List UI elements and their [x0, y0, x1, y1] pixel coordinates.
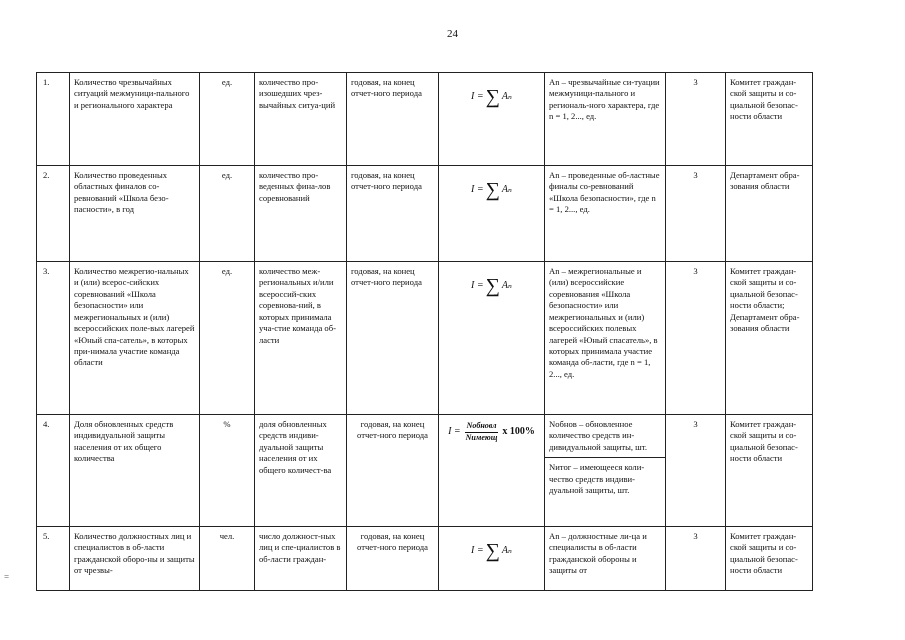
sum-icon: ∑ [485, 540, 500, 562]
responsible-cell: Комитет граждан-ской защиты и со-циальной безопас-ности области [726, 73, 813, 166]
description-cell: Аn – проведенные об-ластные финалы со-ревнований «Школа безопасности», где n = 1, 2..., ед. [545, 166, 666, 262]
row-number: 4. [37, 415, 70, 527]
formula-cell [439, 166, 545, 262]
description-part-2: Nитог – имеющееся коли-чество средств индиви-дуальной защиты, шт. [549, 462, 645, 496]
formula-suffix: x 100% [502, 426, 535, 438]
period-cell: годовая, на конец отчет-ного периода [347, 166, 439, 262]
formula-right: Aₙ [501, 91, 512, 103]
row-number: 1. [37, 73, 70, 166]
sum-icon: ∑ [485, 275, 500, 297]
formula-left: I = [470, 545, 484, 557]
unit-cell: ед. [200, 166, 255, 262]
definition-cell: число должност-ных лиц и спе-циалистов в об-ласти граждан- [255, 527, 347, 591]
table-row [37, 73, 813, 166]
formula-right: Aₙ [501, 280, 512, 292]
code-cell: 3 [666, 73, 726, 166]
unit-cell: ед. [200, 73, 255, 166]
table-row [37, 262, 813, 415]
formula-right: Aₙ [501, 184, 512, 196]
formula [443, 419, 540, 443]
period-cell: годовая, на конец отчет-ного периода [347, 415, 439, 527]
margin-mark: = [4, 572, 10, 582]
code-cell: 3 [666, 527, 726, 591]
formula [443, 266, 540, 296]
formula [443, 531, 540, 561]
responsible-cell: Департамент обра-зования области [726, 166, 813, 262]
indicator-name: Количество проведенных областных финалов со-ревнований «Школа безо-пасности», в год [70, 166, 200, 262]
responsible-cell: Комитет граждан-ской защиты и со-циальной безопас-ности области [726, 415, 813, 527]
unit-cell: чел. [200, 527, 255, 591]
description-cell: Аn – должностные ли-ца и специалисты в об-ласти гражданской обороны и защиты от [545, 527, 666, 591]
row-number: 2. [37, 166, 70, 262]
table-row [37, 166, 813, 262]
page-number: 24 [447, 28, 458, 40]
code-cell: 3 [666, 166, 726, 262]
formula-left: I = [470, 280, 484, 292]
formula-left: I = [470, 91, 484, 103]
formula-cell [439, 262, 545, 415]
responsible-cell: Комитет граждан-ской защиты и со-циальной безопас-ности области; Департамент обра-зования области [726, 262, 813, 415]
code-cell: 3 [666, 262, 726, 415]
formula-right: Aₙ [501, 545, 512, 557]
sum-icon: ∑ [485, 179, 500, 201]
formula-fraction [464, 421, 500, 443]
formula-cell [439, 527, 545, 591]
indicator-name: Количество должностных лиц и специалистов в об-ласти гражданской оборо-ны и защиты от чрезвы- [70, 527, 200, 591]
formula-denominator: Nимеющ [465, 432, 498, 442]
formula-left: I = [448, 426, 461, 438]
table-row [37, 415, 813, 527]
definition-cell: количество меж-региональных и/или всероссий-ских соревнова-ний, в которых принимала уча-стие команда об-ласти [255, 262, 347, 415]
formula-numerator: Nобновл [465, 421, 499, 433]
formula [443, 170, 540, 200]
description-cell: Аn – межрегиональные и (или) всероссийские соревнования «Школа безопасности» или межрегиональных и (или) всероссийских полевых лагерей «Юный спасатель», в которых принимала участие команда об-ласти, где n = 1, 2..., ед. [545, 262, 666, 415]
definition-cell: доля обновленных средств индиви-дуальной защиты населения от их общего количест-ва [255, 415, 347, 527]
indicators-table [36, 72, 813, 591]
row-number: 5. [37, 527, 70, 591]
table-row [37, 527, 813, 591]
indicator-name: Доля обновленных средств индивидуальной защиты населения от их общего количества [70, 415, 200, 527]
row-number: 3. [37, 262, 70, 415]
formula-cell [439, 415, 545, 527]
period-cell: годовая, на конец отчет-ного периода [347, 262, 439, 415]
unit-cell: ед. [200, 262, 255, 415]
formula-cell [439, 73, 545, 166]
description-part-1: Nобнов – обновленное количество средств ин-дивидуальной защиты, шт. [545, 419, 665, 458]
description-cell: Аn – чрезвычайные си-туации межмуници-пального и региональ-ного характера, где n = 1, 2..., ед. [545, 73, 666, 166]
period-cell: годовая, на конец отчет-ного периода [347, 527, 439, 591]
indicator-name: Количество межрегио-нальных и (или) всерос-сийских соревнований «Школа безопасности» или межрегиональных и (или) всероссийских поле-вых лагерей «Юный спа-сатель», в которых при-нимала участие команда области [70, 262, 200, 415]
definition-cell: количество про-изошедших чрез-вычайных ситуа-ций [255, 73, 347, 166]
code-cell: 3 [666, 415, 726, 527]
indicator-name: Количество чрезвычайных ситуаций межмуници-пального и регионального характера [70, 73, 200, 166]
description-cell [545, 415, 666, 527]
responsible-cell: Комитет граждан-ской защиты и со-циальной безопас-ности области [726, 527, 813, 591]
sum-icon: ∑ [485, 86, 500, 108]
period-cell: годовая, на конец отчет-ного периода [347, 73, 439, 166]
unit-cell: % [200, 415, 255, 527]
formula-left: I = [470, 184, 484, 196]
definition-cell: количество про-веденных фина-лов соревнований [255, 166, 347, 262]
formula [443, 77, 540, 107]
